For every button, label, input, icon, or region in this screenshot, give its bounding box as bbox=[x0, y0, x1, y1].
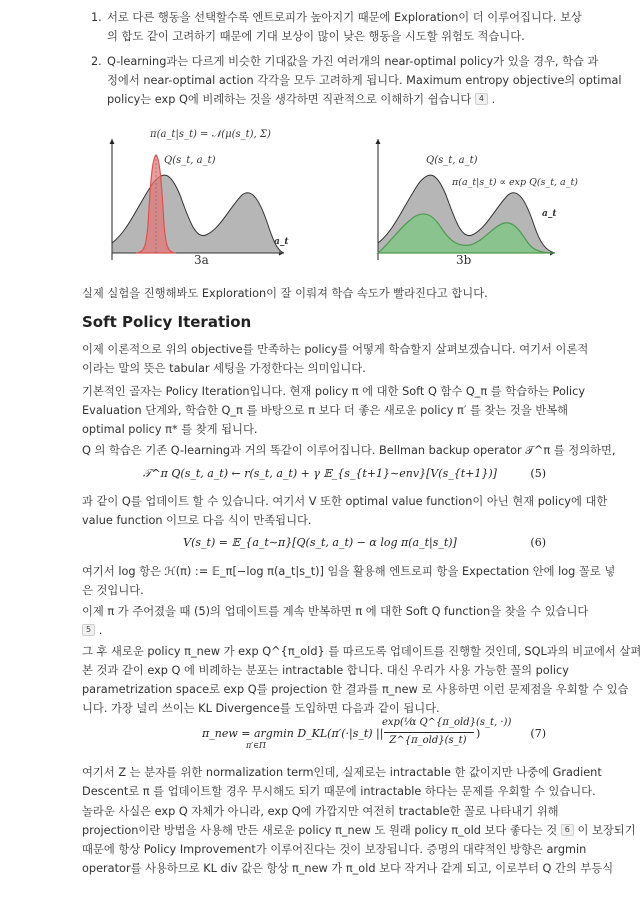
equation-lhs: π_new = argmin D_KL(π′(·|s_t) || bbox=[202, 727, 384, 740]
text-line: 본 것과 같이 exp Q 에 비례하는 분포는 intractable 합니다. 대신 우리가 사용 가능한 꼴의 policy bbox=[82, 664, 569, 677]
figure-caption-3b: 3b bbox=[456, 253, 472, 267]
section-heading: Soft Policy Iteration bbox=[82, 313, 252, 331]
list-number: 1. bbox=[91, 11, 102, 24]
text-line: value function 이므로 다음 식이 만족됩니다. bbox=[82, 514, 312, 527]
list-number: 2. bbox=[91, 55, 102, 68]
equation-body: V(s_t) = 𝔼_{a_t∼π}[Q(s_t, a_t) − α log π(a_t|s_t)] bbox=[183, 536, 457, 549]
label-q-function: Q(s_t, a_t) bbox=[164, 155, 216, 166]
equation-denominator: Z^{π_old}(s_t) bbox=[389, 735, 467, 746]
paragraph bbox=[82, 562, 616, 600]
equation-numerator: exp(¹⁄α Q^{π_old}(s_t, ·)) bbox=[382, 717, 512, 728]
list-line: policy는 exp Q에 비례하는 것을 생각하면 직관적으로 이해하기 쉽습니다 bbox=[107, 93, 472, 106]
equation-number: (6) bbox=[530, 536, 546, 549]
footnote-link[interactable]: 4 bbox=[475, 93, 488, 105]
list-line: 의 합도 같이 고려하기 때문에 기대 보상이 많이 낮은 행동을 시도할 위험도 적습니다. bbox=[107, 30, 525, 43]
text-line: 실제 실험을 진행해봐도 Exploration이 잘 이뤄져 학습 속도가 빨라진다고 합니다. bbox=[82, 287, 488, 300]
equation-body: 𝒯^π Q(s_t, a_t) ← r(s_t, a_t) + γ 𝔼_{s_{t+1}∼env}[V(s_{t+1})] bbox=[143, 467, 497, 480]
equation-5 bbox=[82, 463, 558, 485]
q-function-curve bbox=[112, 175, 284, 253]
paragraph bbox=[82, 492, 608, 530]
axis-label-action: a_t bbox=[274, 237, 289, 247]
text-line: Q 의 학습은 기존 Q-learning과 거의 똑같이 이루어집니다. Bellman backup operator 𝒯^π 를 정의하면, bbox=[82, 444, 616, 457]
text-line: 여기서 log 항은 ℋ(π) := 𝔼_π[−log π(a_t|s_t)] 임을 활용해 엔트로피 항을 Expectation 안에 log 꼴로 넣 bbox=[82, 565, 616, 578]
list-line-with-footnote: policy는 exp Q에 비례하는 것을 생각하면 직관적으로 이해하기 쉽습니다 4 . bbox=[107, 93, 496, 106]
footnote-link[interactable]: 5 bbox=[82, 624, 95, 636]
equation-6 bbox=[82, 532, 558, 554]
paragraph bbox=[82, 763, 602, 801]
y-axis-arrow bbox=[110, 139, 115, 144]
text-line: 이제 이론적으로 위의 objective를 만족하는 policy를 어떻게 학습할지 살펴보겠습니다. 여기서 이론적 bbox=[82, 343, 589, 356]
y-axis-arrow bbox=[376, 139, 381, 144]
paragraph bbox=[82, 284, 558, 303]
figure-3b bbox=[374, 135, 578, 270]
list-line: 정에서 near-optimal action 각각을 모두 고려하게 됩니다. Maximum entropy objective의 optimal bbox=[107, 74, 622, 87]
text-line: 때문에 항상 Policy Improvement가 이루어진다는 것이 보장됩니다. 증명의 대략적인 방향은 argmin bbox=[82, 843, 587, 856]
fraction-bar bbox=[384, 732, 474, 733]
list-item bbox=[91, 8, 583, 46]
text-line: 이라는 말의 뜻은 tabular 세팅을 가정한다는 의미입니다. bbox=[82, 362, 366, 375]
text-line: parametrization space로 exp Q를 projection 한 결과를 π_new 로 사용하면 이런 문제점을 우회할 수 있습 bbox=[82, 683, 629, 696]
label-policy-gaussian: π(a_t|s_t) = 𝒩(μ(s_t), Σ) bbox=[150, 129, 271, 140]
numbered-list bbox=[82, 8, 622, 115]
paragraph bbox=[82, 382, 586, 439]
paragraph bbox=[82, 441, 616, 460]
text-line-tail: 이 보장되기 bbox=[577, 824, 636, 837]
text-line: 이제 π 가 주어졌을 때 (5)의 업데이트를 계속 반복하면 π 에 대한 Soft Q function을 찾을 수 있습니다 bbox=[82, 605, 589, 618]
equation-number: (7) bbox=[530, 727, 546, 740]
label-policy-exp-q: π(a_t|s_t) ∝ exp Q(s_t, a_t) bbox=[452, 177, 578, 188]
paragraph bbox=[82, 802, 636, 878]
paragraph bbox=[82, 340, 589, 378]
text-line-with-footnote: 5 . bbox=[82, 621, 558, 640]
equation-7 bbox=[82, 717, 558, 753]
text-line: 은 것입니다. bbox=[82, 584, 144, 597]
equation-close-paren: ) bbox=[476, 727, 481, 740]
label-q-function: Q(s_t, a_t) bbox=[426, 155, 478, 166]
figure-3a bbox=[108, 129, 289, 270]
equation-number: (5) bbox=[530, 467, 546, 480]
list-line: Q-learning과는 다르게 비슷한 기대값을 가진 여러개의 near-optimal policy가 있을 경우, 학습 과 bbox=[107, 55, 599, 68]
text-line: 과 같이 Q를 업데이트 할 수 있습니다. 여기서 V 또한 optimal value function이 아닌 현재 policy에 대한 bbox=[82, 495, 608, 508]
text-line: 니다. 가장 널리 쓰이는 KL Divergence를 도입하면 다음과 같이 됩니다. bbox=[82, 702, 440, 715]
list-item bbox=[91, 52, 622, 109]
text-line: Evaluation 단계와, 학습한 Q_π 를 바탕으로 π 보다 더 좋은 새로운 policy π′ 를 찾는 것을 반복해 bbox=[82, 404, 569, 417]
text-line: projection이란 방법을 사용해 만든 새로운 policy π_new 도 원래 policy π_old 보다 좋다는 것 bbox=[82, 824, 558, 837]
text-line: 기본적인 골자는 Policy Iteration입니다. 현재 policy π 에 대한 Soft Q 함수 Q_π 를 학습하는 Policy bbox=[82, 385, 586, 398]
equation-argmin-subscript: π′∈Π bbox=[246, 741, 266, 750]
text-line: 그 후 새로운 policy π_new 가 exp Q^{π_old} 를 따르도록 업데이트를 진행할 것인데, SQL과의 비교에서 살펴 bbox=[82, 645, 641, 658]
text-line-with-footnote bbox=[82, 821, 636, 840]
list-line: 서로 다른 행동을 선택할수록 엔트로피가 높아지기 때문에 Exploration이 더 이루어집니다. 보상 bbox=[107, 11, 582, 24]
footnote-link[interactable]: 6 bbox=[561, 824, 574, 836]
axis-label-action: a_t bbox=[542, 209, 557, 219]
paragraph bbox=[82, 642, 641, 718]
text-line: 여기서 Z 는 분자를 위한 normalization term인데, 실제로는 intractable 한 값이지만 나중에 Gradient bbox=[82, 766, 602, 779]
paragraph bbox=[82, 602, 589, 640]
figure-caption-3a: 3a bbox=[194, 253, 209, 267]
text-line: 놀라운 사실은 exp Q 자체가 아니라, exp Q에 가깝지만 여전히 tractable한 꼴로 나타내기 위해 bbox=[82, 805, 559, 818]
text-line: optimal policy π* 를 찾게 됩니다. bbox=[82, 423, 258, 436]
text-line: operator를 사용하므로 KL div 값은 항상 π_new 가 π_old 보다 작거나 같게 되고, 이로부터 Q 간의 부등식 bbox=[82, 862, 614, 875]
text-line: Descent로 π 를 업데이트할 경우 무시해도 되기 때문에 intractable 하다는 문제를 우회할 수 있습니다. bbox=[82, 785, 596, 798]
